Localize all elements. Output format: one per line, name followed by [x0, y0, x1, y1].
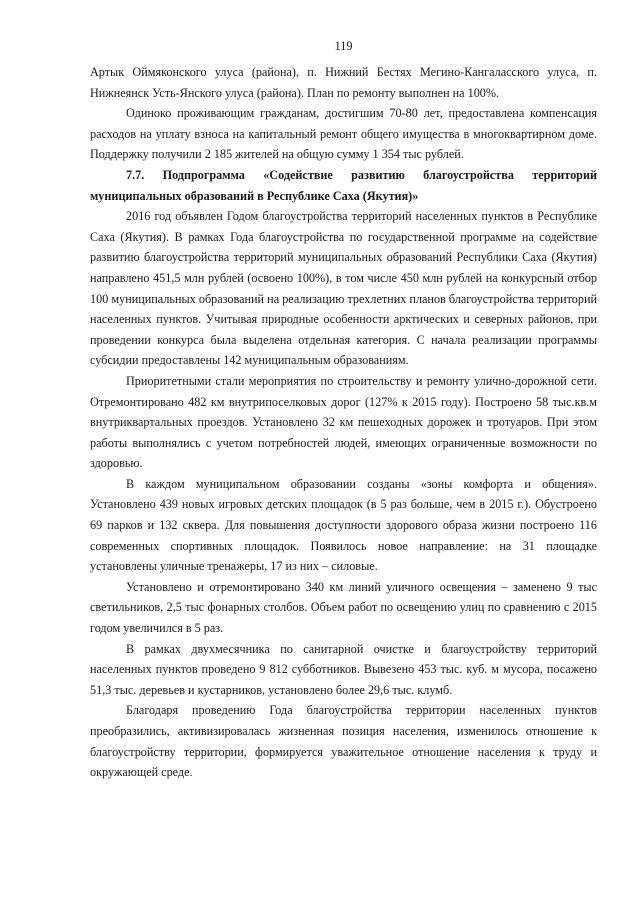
paragraph-street-lighting: Установлено и отремонтировано 340 км линий уличного освещения – заменено 9 тыс светильников, 2,5 тыс фонарных столбов. Объем работ по освещению улиц по сравнению с 2015 годом увеличился в 5 раз.	[90, 579, 597, 636]
paragraph-continuation: Артык Оймяконского улуса (района), п. Нижний Бестях Мегино-Кангаласского улуса, п. Нижнеянск Усть-Янского улуса (района). План по ремонту выполнен на 100%.	[90, 65, 597, 100]
paragraph-compensation: Одиноко проживающим гражданам, достигшим 70-80 лет, предоставлена компенсация расходов на уплату взноса на капитальный ремонт общего имущества в многоквартирном доме. Поддержку получили 2 185 жителей на общую сумму 1 354 тыс рублей.	[90, 106, 597, 162]
paragraph-year-of-improvement: 2016 год объявлен Годом благоустройства территорий населенных пунктов в Республике Саха (Якутия). В рамках Года благоустройства по государственной программе на содействие развитию благоустройства территорий муниципальных образований Республики Саха (Якутия) направлено 451,5 млн рублей (освоено 100%), в том числе 450 млн рублей на конкурсный отбор 100 муниципальных образований на реализацию трехлетних планов благоустройства территорий населенных пунктов. Учитывая природные особенности арктических и северных районов, при проведении конкурса была выделена отдельная категория. С начала реализации программы субсидии предоставлены 142 муниципальным образованиям.	[90, 209, 597, 368]
paragraph-sanitary-cleaning: В рамках двухмесячника по санитарной очистке и благоустройству территорий населенных пунктов проведено 9 812 субботников. Вывезено 453 тыс. куб. м мусора, посажено 51,3 тыс. деревьев и кустарников, установлено более 29,6 тыс. клумб.	[90, 641, 597, 697]
paragraph-road-network: Приоритетными стали мероприятия по строительству и ремонту улично-дорожной сети. Отремонтировано 482 км внутрипоселковых дорог (127% к 2015 году). Построено 58 тыс.кв.м внутриквартальных проездов. Установлено 32 км пешеходных дорожек и тротуаров. При этом работы выполнялись с учетом потребностей людей, имеющих ограниченные возможности по здоровью.	[90, 373, 597, 471]
section-heading: 7.7. Подпрограмма «Содействие развитию благоустройства территорий муниципальных образований в Республике Саха (Якутия)»	[90, 167, 597, 203]
page-number: 119	[334, 39, 353, 53]
paragraph-conclusion: Благодаря проведению Года благоустройства территории населенных пунктов преобразились, активизировалась жизненная позиция населения, изменилось отношение к благоустройству территории, формируется уважительное отношение населения к труду и окружающей среде.	[90, 703, 597, 780]
paragraph-comfort-zones: В каждом муниципальном образовании созданы «зоны комфорта и общения». Установлено 439 новых игровых детских площадок (в 5 раз больше, чем в 2015 г.). Обустроено 69 парков и 132 сквера. Для повышения доступности здорового образа жизни построено 116 современных спортивных площадок. Появилось новое направление: на 31 площадке установлены уличные тренажеры, 17 из них – силовые.	[90, 476, 597, 574]
